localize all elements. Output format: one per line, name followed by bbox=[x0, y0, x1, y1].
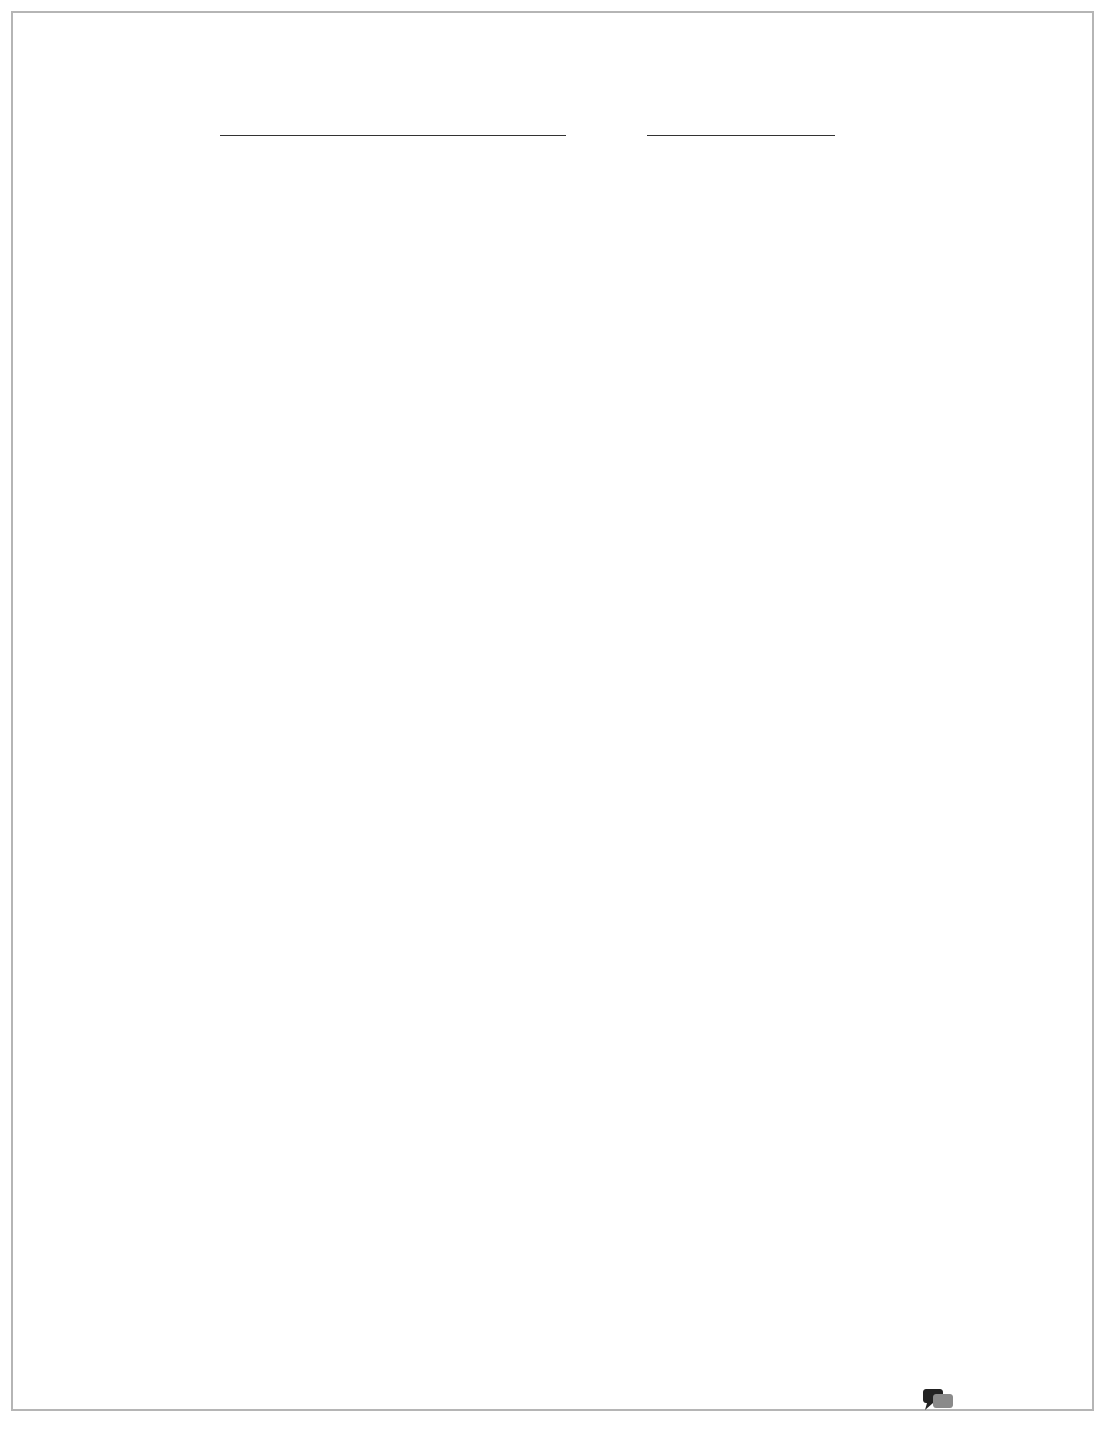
worksheet-page bbox=[11, 11, 1094, 1411]
name-line[interactable] bbox=[220, 135, 566, 136]
storyboardthat-logo bbox=[922, 1387, 958, 1411]
date-line[interactable] bbox=[647, 135, 835, 136]
speech-bubble-icon bbox=[922, 1387, 954, 1411]
